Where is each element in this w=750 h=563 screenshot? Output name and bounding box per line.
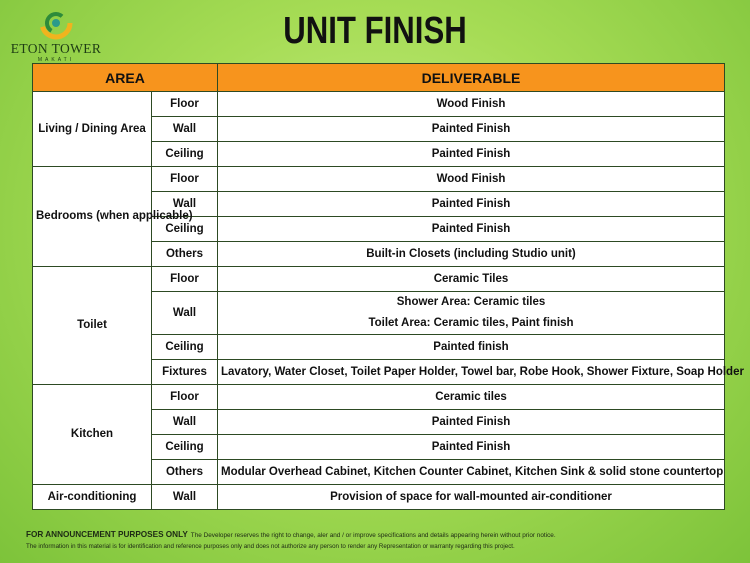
deliverable-line: Wood Finish — [436, 98, 506, 110]
part-cell: Ceiling — [152, 142, 218, 167]
part-cell: Ceiling — [152, 217, 218, 242]
deliverable-line: Painted Finish — [431, 441, 511, 453]
deliverable-line: Painted Finish — [431, 198, 511, 210]
deliverable-cell — [218, 267, 725, 292]
table-row — [33, 267, 725, 292]
area-cell: Bedrooms (when applicable) — [33, 167, 152, 267]
part-cell: Wall — [152, 292, 218, 335]
deliverable-line: Lavatory, Water Closet, Toilet Paper Holder, Towel bar, Robe Hook, Shower Fixture, Soap Holder — [221, 366, 744, 378]
part-cell: Fixtures — [152, 360, 218, 385]
deliverable-cell — [218, 435, 725, 460]
table-row — [33, 485, 725, 510]
deliverable-line: Painted finish — [433, 341, 509, 353]
part-cell: Floor — [152, 167, 218, 192]
deliverable-cell — [218, 360, 744, 385]
part-cell: Wall — [152, 192, 218, 217]
part-cell: Ceiling — [152, 335, 218, 360]
deliverable-cell — [218, 410, 725, 435]
table-body — [33, 92, 744, 510]
table-header-row — [33, 64, 725, 92]
deliverable-cell — [218, 142, 725, 167]
part-cell: Floor — [152, 385, 218, 410]
page-title: UNIT FINISH — [283, 10, 467, 52]
deliverable-cell — [218, 335, 725, 360]
disclaimer-line-2: The information in this material is for identification and reference purposes only and does not authorize any person to render any Representation or warranty regarding this project. — [26, 543, 515, 550]
part-cell: Wall — [152, 117, 218, 142]
deliverable-cell — [218, 92, 725, 117]
deliverable-line: Shower Area: Ceramic tiles — [396, 296, 546, 308]
brand-location: MAKATI — [37, 57, 75, 63]
deliverable-header: DELIVERABLE — [218, 64, 725, 92]
deliverable-line: Painted Finish — [431, 123, 511, 135]
deliverable-cell — [218, 117, 725, 142]
area-header: AREA — [33, 64, 218, 92]
deliverable-cell — [218, 292, 725, 335]
deliverable-cell — [218, 460, 725, 485]
deliverable-cell — [218, 242, 725, 267]
deliverable-cell — [218, 485, 725, 510]
deliverable-line: Modular Overhead Cabinet, Kitchen Counter Cabinet, Kitchen Sink & solid stone countertop — [221, 466, 724, 478]
deliverable-line: Built-in Closets (including Studio unit) — [366, 248, 576, 260]
part-cell: Others — [152, 242, 218, 267]
deliverable-line: Ceramic tiles — [435, 391, 507, 403]
deliverable-cell — [218, 192, 725, 217]
deliverable-cell — [218, 385, 725, 410]
table-row — [33, 92, 725, 117]
part-cell: Others — [152, 460, 218, 485]
deliverable-line: Toilet Area: Ceramic tiles, Paint finish — [368, 317, 574, 329]
part-cell: Ceiling — [152, 435, 218, 460]
deliverable-line: Provision of space for wall-mounted air-conditioner — [330, 491, 612, 503]
disclaimer-lead: FOR ANNOUNCEMENT PURPOSES ONLY — [26, 530, 188, 539]
deliverable-line: Painted Finish — [431, 416, 511, 428]
deliverable-cell — [218, 167, 725, 192]
unit-finish-table — [32, 63, 744, 510]
deliverable-line: Ceramic Tiles — [433, 273, 509, 285]
brand-name: ETON TOWER — [10, 41, 102, 56]
part-cell: Floor — [152, 267, 218, 292]
deliverable-cell — [218, 217, 725, 242]
table-row — [33, 385, 725, 410]
area-cell: Toilet — [33, 267, 152, 385]
area-cell: Air-conditioning — [33, 485, 152, 510]
area-cell: Living / Dining Area — [33, 92, 152, 167]
part-cell: Wall — [152, 485, 218, 510]
part-cell: Wall — [152, 410, 218, 435]
area-cell: Kitchen — [33, 385, 152, 485]
disclaimer-line-1: The Developer reserves the right to change, aler and / or improve specifications and details appearing herein without prior notice. — [190, 532, 556, 539]
table-row — [33, 167, 725, 192]
disclaimer — [26, 530, 556, 550]
deliverable-line: Painted Finish — [431, 148, 511, 160]
part-cell: Floor — [152, 92, 218, 117]
deliverable-line: Wood Finish — [436, 173, 506, 185]
deliverable-line: Painted Finish — [431, 223, 511, 235]
